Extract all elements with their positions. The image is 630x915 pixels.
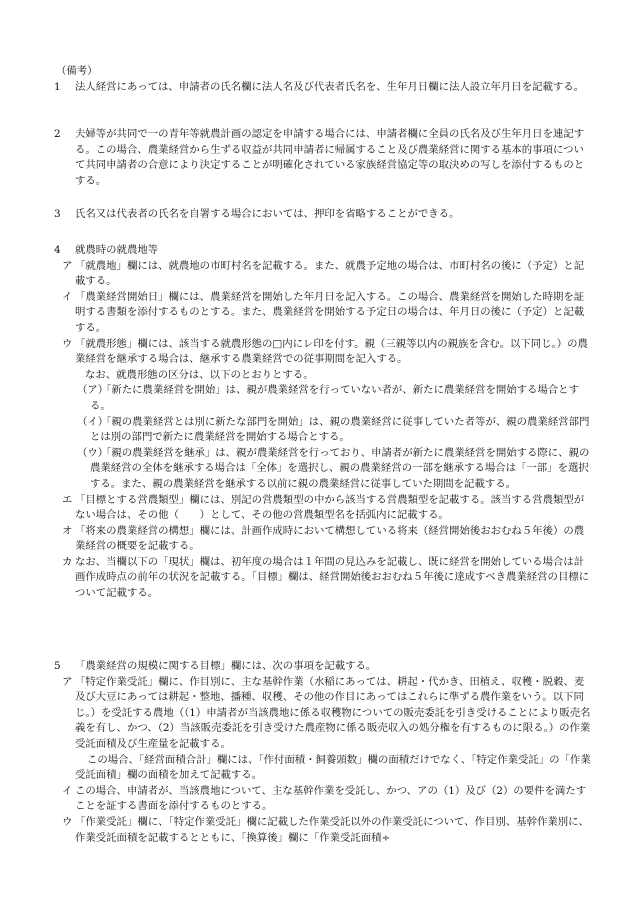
- item-text: 「目標とする営農類型」欄には、別記の営農類型の中から該当する営農類型を記載する。該当する営農類型がない場合は、その他（ ）として、その他の営農類型名を括弧内に記載する。: [75, 493, 585, 522]
- remark-number: 1: [54, 81, 61, 93]
- item-i: [0, 784, 592, 815]
- remark-number: 2: [54, 128, 61, 140]
- item-e: [0, 493, 592, 524]
- sub-item-label: （ア）: [77, 384, 109, 397]
- item-label: ウ: [62, 815, 73, 828]
- sub-item-a: [0, 383, 592, 414]
- remark-2: [0, 127, 630, 189]
- remark-text: 夫婦等が共同で一の青年等就農計画の認定を申請する場合には、申請者欄に全員の氏名及び生年月日を連記する。この場合、農業経営から生ずる収益が共同申請者に帰属すること及び農業経営に関する基本的事項について共同申請者の合意により決定することが明確化されている家族経営協定等の取決めの写しを添付するものとする。: [75, 128, 585, 187]
- item-text: 「就農地」欄には、就農地の市町村名を記載する。また、就農予定地の場合は、市町村名の後に（予定）と記載する。: [75, 259, 585, 288]
- sub-item-text: 「親の農業経営を継承」は、親が農業経営を行っており、申請者が新たに農業経営を開始する際に、親の農業経営の全体を継承する場合は「全体」を選択し、親の農業経営の一部を継承する場合は「一部」を選択する。また、親の農業経営を継承する以前に親の農業経営に従事していた期間を記載する。: [90, 446, 590, 490]
- item-a: [0, 675, 592, 753]
- remark-1: [0, 80, 630, 96]
- item-label: イ: [62, 784, 73, 797]
- item-o: [0, 524, 592, 555]
- item-label: カ: [62, 555, 73, 568]
- remark-number: 3: [54, 208, 61, 220]
- item-u-note: なお、就農形態の区分は、以下のとおりとする。: [85, 368, 314, 381]
- remark-5: [0, 659, 630, 846]
- sub-item-label: （イ）: [77, 415, 109, 428]
- remark-heading-text: 「農業経営の規模に関する目標」欄には、次の事項を記載する。: [75, 660, 377, 672]
- item-text: なお、当欄以下の「現状」欄は、初年度の場合は１年間の見込みを記載し、既に経営を開始している場合は計画作成時点の前年の状況を記載する。「目標」欄は、経営開始後おおむね５年後に達成すべき農業経営の目標について記載する。: [75, 555, 590, 600]
- item-text: 「就農形態」欄には、該当する就農形態の□内にレ印を付す。親（三親等以内の親族を含む。以下同じ。）の農業経営を継承する場合は、継承する農業経営での従事期間を記入する。: [75, 337, 588, 366]
- item-text: 「作業受託」欄に、「特定作業受託」欄に記載した作業受託以外の作業受託について、作目別、基幹作業別に、作業受託面積を記載するとともに、「換算後」欄に「作業受託面積÷: [75, 815, 589, 844]
- item-label: ア: [62, 259, 73, 272]
- sub-item-text: 「親の農業経営とは別に新たな部門を開始」は、親の農業経営に従事していた者等が、親の農業経営部門とは別の部門で新たに農業経営を開始する場合とする。: [90, 415, 590, 444]
- item-u: [0, 337, 592, 368]
- item-label: エ: [62, 493, 73, 506]
- remark-4-heading: [0, 243, 594, 259]
- item-a-note: この場合、「経営面積合計」欄には、「作付面積・飼養頭数」欄の面積だけでなく、「特定作業受託」の「作業受託面積」欄の面積を加えて記載する。: [75, 753, 591, 782]
- remark-heading-text: 就農時の就農地等: [75, 244, 159, 256]
- remark-text: 法人経営にあっては、申請者の氏名欄に法人名及び代表者氏名を、生年月日欄に法人設立年月日を記載する。: [75, 81, 585, 93]
- remarks-title: （備考）: [56, 65, 98, 77]
- item-label: ア: [62, 675, 73, 688]
- item-text: 「特定作業受託」欄に、作目別に、主な基幹作業（水稲にあっては、耕起・代かき、田植え、収穫・脱穀、麦及び大豆にあっては耕起・整地、播種、収穫、その他の作目にあってはこれらに準ずる農作業をいう。以下同じ。）を受託する農地（（1）申請者が当該農地に係る収穫物についての販売委託を引き受けることにより販売名義を有し、かつ、（2）当該販売委託を引き受けた農産物に係る販売収入の処分権を有するものに限る。）の作業受託面積及び生産量を記載する。: [75, 675, 591, 750]
- item-a: [0, 259, 592, 290]
- item-text: この場合、申請者が、当該農地について、主な基幹作業を受託し、かつ、アの（1）及び（2）の要件を満たすことを証する書面を添付するものとする。: [75, 784, 587, 813]
- item-u: [0, 815, 592, 846]
- remark-text: 氏名又は代表者の氏名を自署する場合においては、押印を省略することができる。: [75, 208, 460, 220]
- sub-item-i: [0, 415, 592, 446]
- sub-item-text: 「新たに農業経営を開始」は、親が農業経営を行っていない者が、新たに農業経営を開始する場合とする。: [90, 384, 579, 412]
- remark-3: [0, 207, 630, 223]
- remark-4: [0, 243, 630, 602]
- item-i: [0, 290, 592, 337]
- sub-item-u: [0, 446, 592, 493]
- item-text: 「将来の農業経営の構想」欄には、計画作成時において構想している将来（経営開始後おおむね５年後）の農業経営の概要を記載する。: [75, 524, 585, 553]
- remark-number: 4: [54, 244, 61, 256]
- item-ka: [0, 555, 592, 602]
- item-text: 「農業経営開始日」欄には、農業経営を開始した年月日を記入する。この場合、農業経営を開始した時期を証明する書類を添付するものとする。また、農業経営を開始する予定日の場合は、年月日の後に（予定）と記載する。: [75, 290, 585, 334]
- sub-item-label: （ウ）: [77, 446, 109, 459]
- item-label: イ: [62, 290, 73, 303]
- remark-5-heading: [0, 659, 594, 675]
- remark-number: 5: [54, 660, 61, 672]
- item-label: ウ: [62, 337, 73, 350]
- item-label: オ: [62, 524, 73, 537]
